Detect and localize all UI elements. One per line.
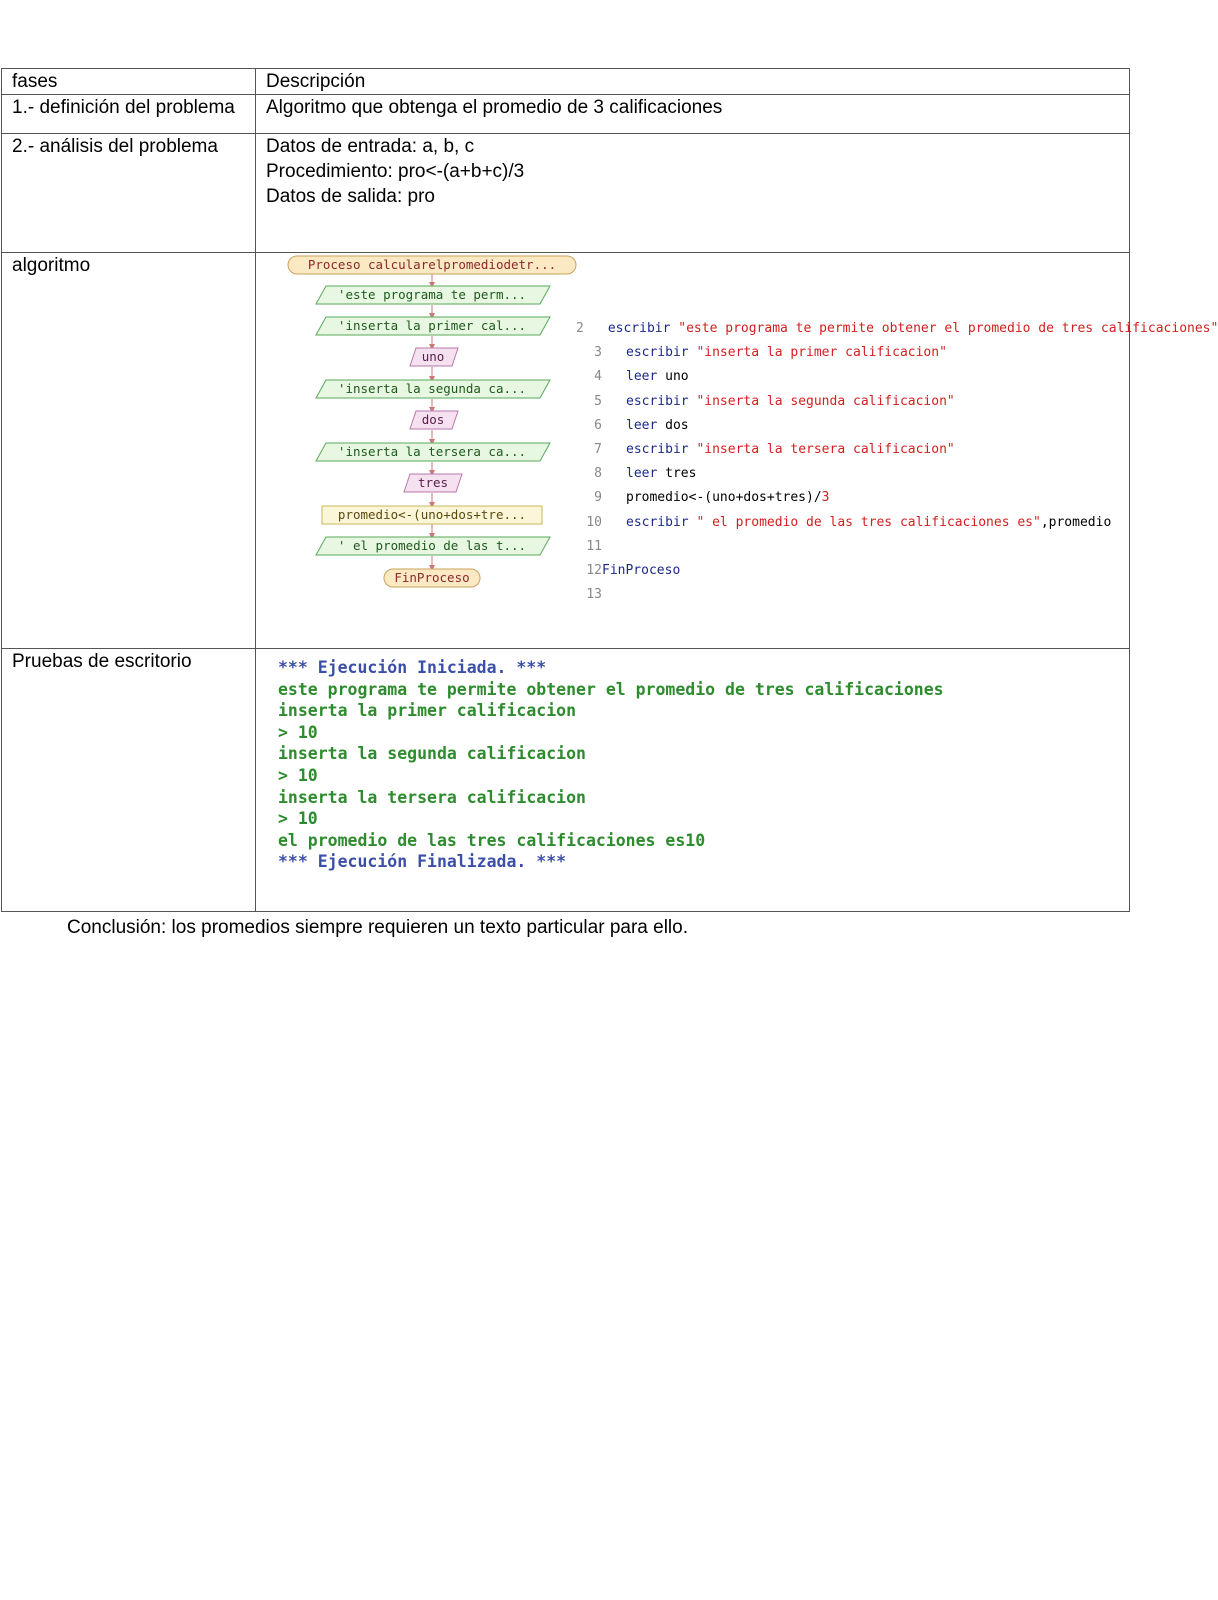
- console-line: inserta la primer calificacion: [278, 701, 577, 721]
- phases-table: [1, 68, 1218, 912]
- code-keyword: FinProceso: [602, 563, 681, 579]
- analysis-row: [2, 134, 1130, 253]
- definition-description: Algoritmo que obtenga el promedio de 3 calificaciones: [256, 95, 1130, 134]
- code-line: [576, 462, 1136, 486]
- code-keyword: leer: [626, 369, 658, 385]
- flowchart: [266, 253, 576, 613]
- console-output: [266, 649, 1129, 873]
- flow-assign-label: promedio<-(uno+dos+tre...: [337, 507, 527, 522]
- line-number: 8: [594, 466, 602, 482]
- table-header-row: [2, 69, 1130, 95]
- code-keyword: escribir: [626, 442, 689, 458]
- line-number: 7: [594, 442, 602, 458]
- code-variable: dos: [665, 417, 689, 433]
- code-line: [576, 390, 1136, 414]
- flow-read-3-label: tres: [417, 475, 449, 490]
- line-number: 5: [594, 393, 602, 409]
- code-keyword: leer: [626, 417, 658, 433]
- flow-write-2: [316, 317, 550, 335]
- flow-write-1: [316, 286, 550, 304]
- flow-read-2-label: dos: [421, 412, 445, 427]
- definition-phase: 1.- definición del problema: [2, 95, 256, 134]
- code-line: [576, 511, 1136, 535]
- flow-read-1: [410, 348, 458, 366]
- analysis-input-line: Datos de entrada: a, b, c: [266, 136, 475, 157]
- flow-write-4: [316, 443, 550, 461]
- line-number: 2: [576, 321, 584, 336]
- console-line: este programa te permite obtener el promedio de tres calificaciones: [278, 679, 944, 699]
- console-line: el promedio de las tres calificaciones es10: [278, 830, 706, 850]
- code-variable: tres: [665, 466, 697, 482]
- line-number: 11: [586, 538, 602, 554]
- code-keyword: escribir: [626, 345, 689, 361]
- code-variable: ,promedio: [1040, 514, 1112, 530]
- code-string: "inserta la primer calificacion": [696, 345, 947, 361]
- console-input: > 10: [278, 765, 318, 785]
- definition-row: [2, 95, 1130, 134]
- code-number: 3: [821, 490, 830, 506]
- tests-row: [2, 649, 1130, 912]
- flow-start-label: Proceso calcularelpromediodetr...: [307, 257, 557, 272]
- code-line: [576, 365, 1136, 389]
- line-number: 9: [594, 490, 602, 506]
- console-input: > 10: [278, 809, 318, 829]
- code-line: [576, 535, 1136, 559]
- code-line: [576, 583, 1136, 607]
- line-number: 3: [594, 345, 602, 361]
- flow-read-2: [410, 411, 458, 429]
- code-line: [576, 414, 1136, 438]
- flow-write-5-label: ' el promedio de las t...: [337, 538, 527, 553]
- code-keyword: escribir: [626, 393, 689, 409]
- flow-end: [384, 569, 480, 587]
- line-number: 4: [594, 369, 602, 385]
- tests-phase: Pruebas de escritorio: [2, 649, 256, 912]
- code-line: [576, 341, 1136, 365]
- header-descripcion: Descripción: [256, 69, 1130, 95]
- line-number: 12: [586, 563, 602, 579]
- algorithm-phase: algoritmo: [2, 253, 256, 649]
- code-line: [576, 438, 1136, 462]
- code-string: "este programa te permite obtener el promedio de tres calificaciones": [678, 321, 1218, 336]
- code-variable: uno: [665, 369, 689, 385]
- flow-write-2-label: 'inserta la primer cal...: [337, 318, 527, 333]
- line-number: 10: [586, 514, 602, 530]
- code-keyword: escribir: [626, 514, 689, 530]
- flow-write-4-label: 'inserta la tersera ca...: [337, 444, 527, 459]
- flow-end-label: FinProceso: [394, 570, 470, 585]
- flow-assign: [322, 506, 542, 524]
- flow-write-1-label: 'este programa te perm...: [337, 287, 527, 302]
- code-string: "inserta la tersera calificacion": [696, 442, 955, 458]
- algorithm-figure: [266, 253, 1218, 648]
- console-end: *** Ejecución Finalizada. ***: [278, 852, 567, 872]
- code-keyword: leer: [626, 466, 658, 482]
- flow-read-3: [404, 474, 462, 492]
- console-line: inserta la tersera calificacion: [278, 787, 586, 807]
- line-number: 6: [594, 417, 602, 433]
- console-input: > 10: [278, 722, 318, 742]
- flow-read-1-label: uno: [421, 349, 445, 364]
- code-line: [576, 317, 1218, 341]
- analysis-output-line: Datos de salida: pro: [266, 186, 435, 207]
- algorithm-content: [256, 253, 1218, 649]
- code-keyword: escribir: [607, 321, 671, 336]
- flow-write-3-label: 'inserta la segunda ca...: [337, 381, 527, 396]
- flow-write-5: [316, 537, 550, 555]
- flow-start: [288, 256, 576, 274]
- code-expression: promedio<-(uno+dos+tres)/: [626, 490, 822, 506]
- console-line: inserta la segunda calificacion: [278, 744, 586, 764]
- analysis-description: [256, 134, 1130, 253]
- code-string: "inserta la segunda calificacion": [696, 393, 955, 409]
- console-start: *** Ejecución Iniciada. ***: [278, 658, 547, 677]
- code-line: [576, 559, 1136, 583]
- line-number: 13: [586, 587, 602, 603]
- flow-write-3: [316, 380, 550, 398]
- code-line: [576, 486, 1136, 510]
- pseudocode-listing: [576, 317, 1218, 607]
- algorithm-row: [2, 253, 1130, 649]
- analysis-procedure-line: Procedimiento: pro<-(a+b+c)/3: [266, 161, 525, 182]
- analysis-phase: 2.- análisis del problema: [2, 134, 256, 253]
- header-fases: fases: [2, 69, 256, 95]
- code-string: " el promedio de las tres calificaciones es": [696, 514, 1041, 530]
- conclusion-text: Conclusión: los promedios siempre requieren un texto particular para ello.: [67, 917, 688, 938]
- tests-content: [256, 649, 1130, 912]
